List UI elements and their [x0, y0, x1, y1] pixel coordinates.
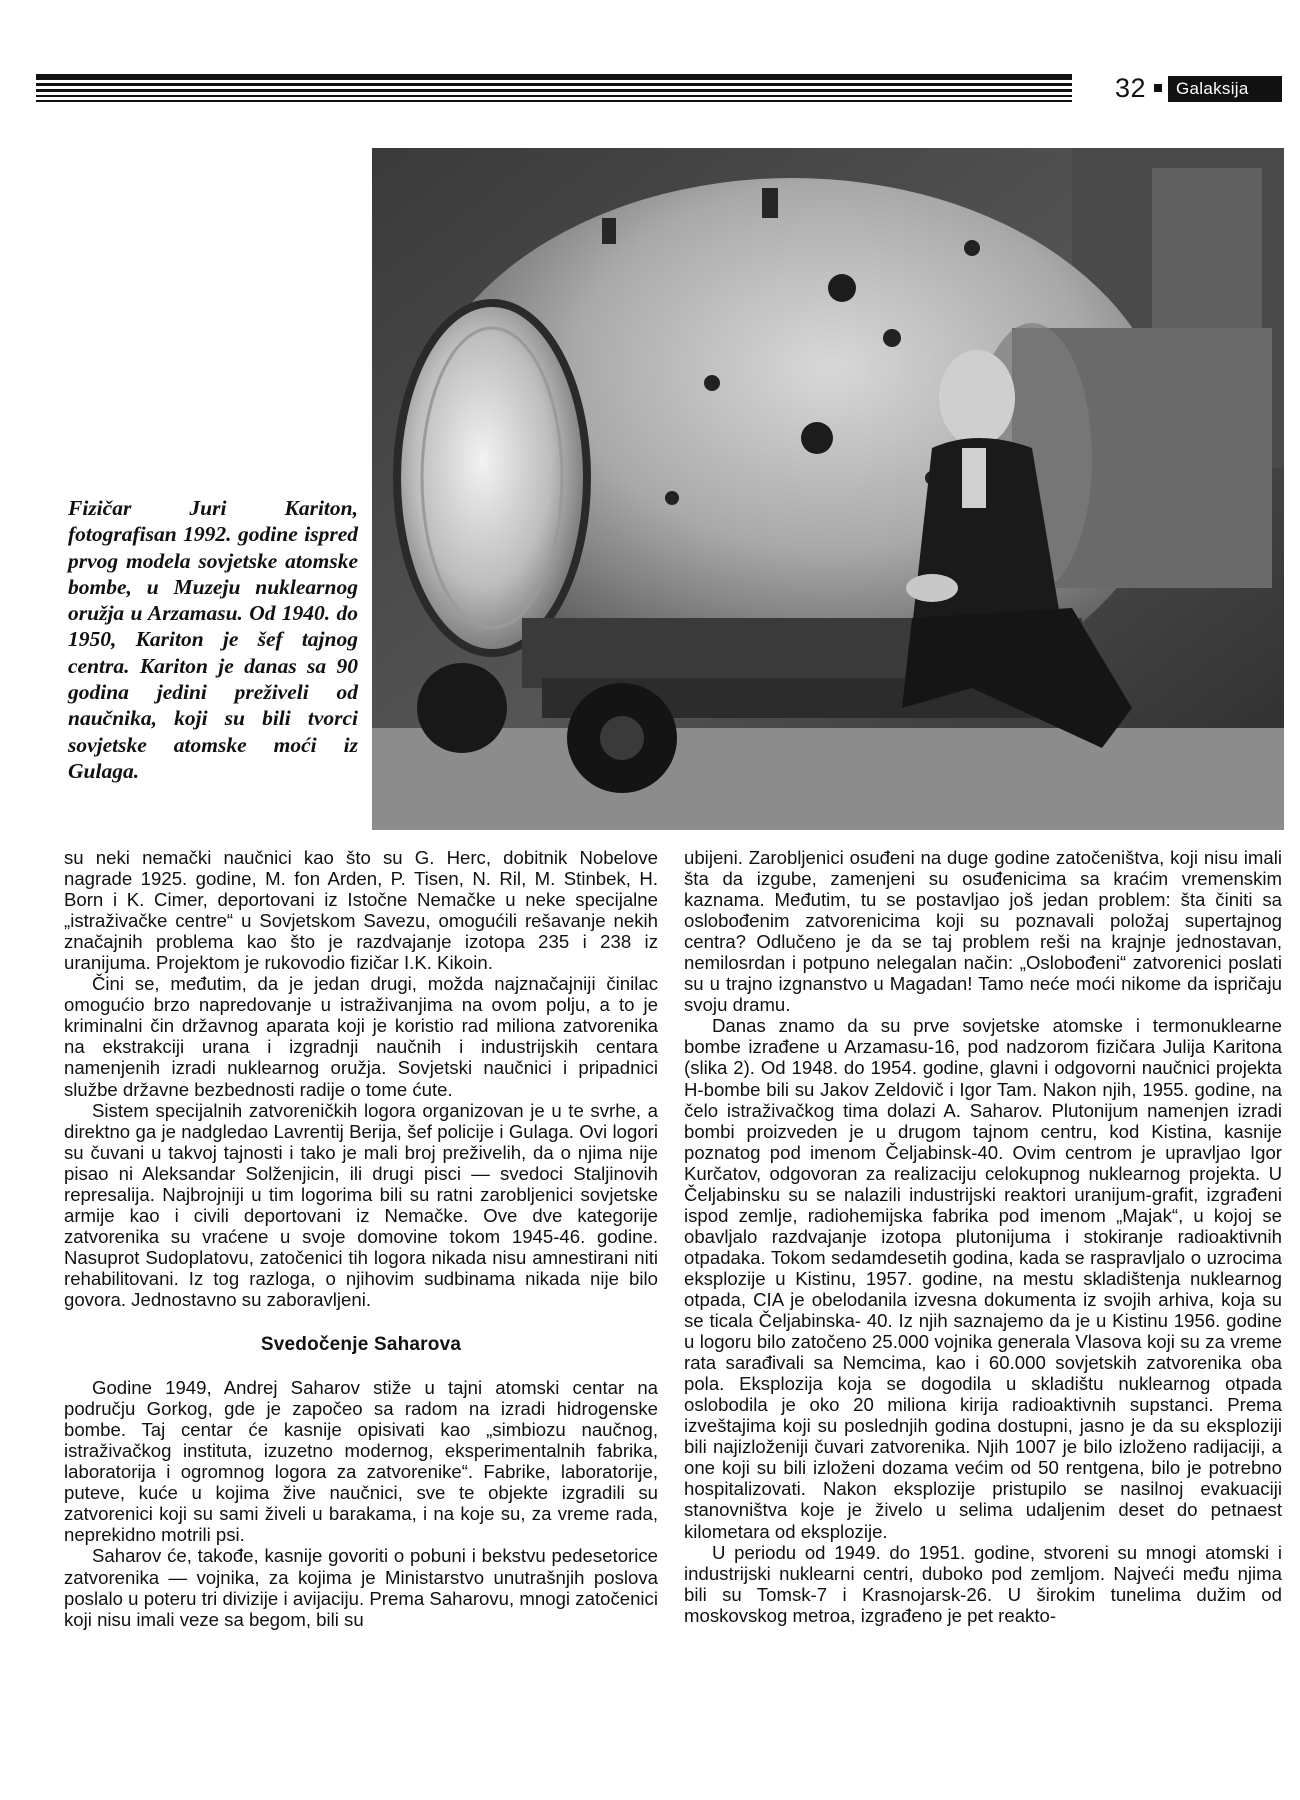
header-rule: [36, 74, 1072, 102]
header-bullet: [1154, 84, 1162, 92]
paragraph: ubijeni. Zarobljenici osuđeni na duge godine zatočeništva, koji nisu imali šta da izgube, zamenjeni su osuđenicima sa kraćim vremenskim kaznama. Međutim, tu se postavljao još jedan problem: šta činiti sa oslobođenim zatvorenicima koji su poznavali položaj supertajnog centra? Odlučeno je da se taj problem reši na krajnje jednostavan, nemilosrdan i potpuno nelegalan način: „Oslobođeni“ zatvorenici poslati su u trajno izgnanstvo u Magadan! Tamo neće moći nikome da ispričaju svoju dramu.: [684, 847, 1282, 1016]
paragraph: su neki nemački naučnici kao što su G. Herc, dobitnik Nobelove nagrade 1925. godine, M. fon Arden, P. Tisen, N. Ril, M. Stinbek, H. Born i K. Cimer, deportovani iz Istočne Nemačke u neke specijalne „istraživačke centre“ u Sovjetskom Savezu, omogućili rešavanje nekih značajnih problema kao što je razdvajanje izotopa 235 i 238 iz uranijuma. Projektom je rukovodio fizičar I.K. Kikoin.: [64, 847, 658, 974]
paragraph: U periodu od 1949. do 1951. godine, stvoreni su mnogi atomski i industrijski nuklearni centri, duboko pod zemljom. Najveći među njima bili su Tomsk-7 i Krasnojarsk-26. U širokim tunelima dužim od moskovskog metroa, izgrađeno je pet reakto-: [684, 1541, 1282, 1626]
magazine-name: Galaksija: [1168, 76, 1282, 102]
paragraph: Saharov će, takođe, kasnije govoriti o pobuni i bekstvu pedesetorice zatvorenika — vojnika, za kojima je Ministarstvo unutrašnjih poslova poslalo u poteru tri divizije i avijaciju. Prema Saharovu, mnogi zatočenici koji nisu imali veze sa begom, bili su: [64, 1545, 658, 1630]
paragraph: Sistem specijalnih zatvoreničkih logora organizovan je u te svrhe, a direktno ga je nadgledao Lavrentij Berija, šef policije i Gulaga. Ovi logori su čuvani u takvoj tajnosti i tako je mali broj preživelih, da o njima nije pisao ni Aleksandar Solženjicin, ili drugi pisci — svedoci Staljinovih represalija. Najbrojniji u tim logorima bili su ratni zarobljenici sovjetske armije kao i civili deportovani iz Nemačke. Ove dve kategorije zatvorenika su vraćene u svoje domovine tokom 1945-46. godine. Nasuprot Sudoplatovu, zatočenici tih logora nikada nisu amnestirani niti rehabilitovani. Iz tog razloga, o njihovim sudbinama nikada nije bilo govora. Jednostavno su zaboravljeni.: [64, 1099, 658, 1310]
paragraph: Godine 1949, Andrej Saharov stiže u tajni atomski centar na području Gorkog, gde je započeo sa radom na izradi hidrogenske bombe. Taj centar će kasnije opisivati kao „simbiozu naučnog, istraživačkog instituta, izuzetno modernog, eksperimentalnih fabrika, laboratorija i ogromnog logora za zatvorenike“. Fabrike, laboratorije, puteve, kuće u kojima žive naučnici, sve te objekte izgradili su zatvorenici koji su sami živeli u barakama, i na koje su, za vreme rada, neprekidno motrili psi.: [64, 1377, 658, 1546]
photo-atomic-bomb-model: [372, 148, 1284, 830]
page-number: 32: [1114, 73, 1146, 103]
paragraph: Čini se, međutim, da je jedan drugi, možda najznačajniji činilac omogućio brzo napredovanje u istraživanjima na ovom polju, a to je kriminalni čin državnog aparata koji je koristio rad miliona zatvorenika na ekstrakciji urana i izgradnji naučnih i industrijskih centara namenjenih izradi nuklearnog oružja. Sovjetski naučnici i pripadnici službe državne bezbednosti radije o tome ćute.: [64, 973, 658, 1100]
article-column-right: [684, 847, 1282, 1626]
article-column-left: [64, 847, 658, 1630]
section-heading: Svedočenje Saharova: [260, 1334, 462, 1356]
paragraph: Danas znamo da su prve sovjetske atomske i termonuklearne bombe izrađene u Arzamasu-16, pod nadzorom fizičara Julija Karitona (slika 2). Od 1948. do 1954. godine, glavni i odgovorni naučnici projekta H-bombe bili su Jakov Zeldovič i Igor Tam. Nakon njih, 1955. godine, na čelo istraživačkog tima dolazi A. Saharov. Plutonijum namenjen izradi bombi proizveden je u drugom tajnom centru, kod Kistina, kasnije poznatog pod imenom Čeljabinsk-40. Ovim centrom je upravljao Igor Kurčatov, odgovoran za realizaciju celokupnog nuklearnog projekta. U Čeljabinsku su se nalazili industrijski reaktori uranijum-grafit, izgrađeni ispod zemlje, radiohemijska fabrika pod imenom „Majak“, u kojoj se obavljalo razdvajanje izotopa plutonijuma i stokiranje radioaktivnih otpadaka. Tokom sedamdesetih godina, kada se raspravljalo o uzrocima eksplozije u Kistinu, 1957. godine, na mestu skladištenja nuklearnog otpada, CIA je obelodanila izvesna dokumenta iz svojih arhiva, koja su se ticala Čeljabinska- 40. Iz njih saznajemo da je u Kistinu 1956. godine u logoru bilo zatočeno 25.000 vojnika generala Vlasova koji su za vreme rata sarađivali sa Nemcima, kao i 60.000 sovjetskih zatvorenika oba pola. Eksplozija koja se dogodila u skladištu nuklearnog otpada oslobodila je oko 20 miliona kirija radioaktivnih supstanci. Prema izveštajima koji su poslednjih godina dostupni, jasno je da su eksploziji bili najizloženiji čuvari zatvorenika. Njih 1007 je bilo izloženo radijaciji, a one koji su bili izloženi dozama većim od 50 rentgena, bilo je potrebno hospitalizovati. Nakon eksplozije pristupilo se nasilnoj evakuaciji stanovništva koje je živelo u selima udaljenim deset do petnaest kilometara od eksplozije.: [684, 1015, 1282, 1542]
photo-caption: Fizičar Juri Kariton, fotografisan 1992. godine ispred prvog modela sovjetske atomske bombe, u Muzeju nuklearnog oružja u Arzamasu. Od 1940. do 1950, Kariton je šef tajnog centra. Kariton je danas sa 90 godina jedini preživeli od naučnika, koji su bili tvorci sovjetske atomske moći iz Gulaga.: [68, 496, 358, 783]
